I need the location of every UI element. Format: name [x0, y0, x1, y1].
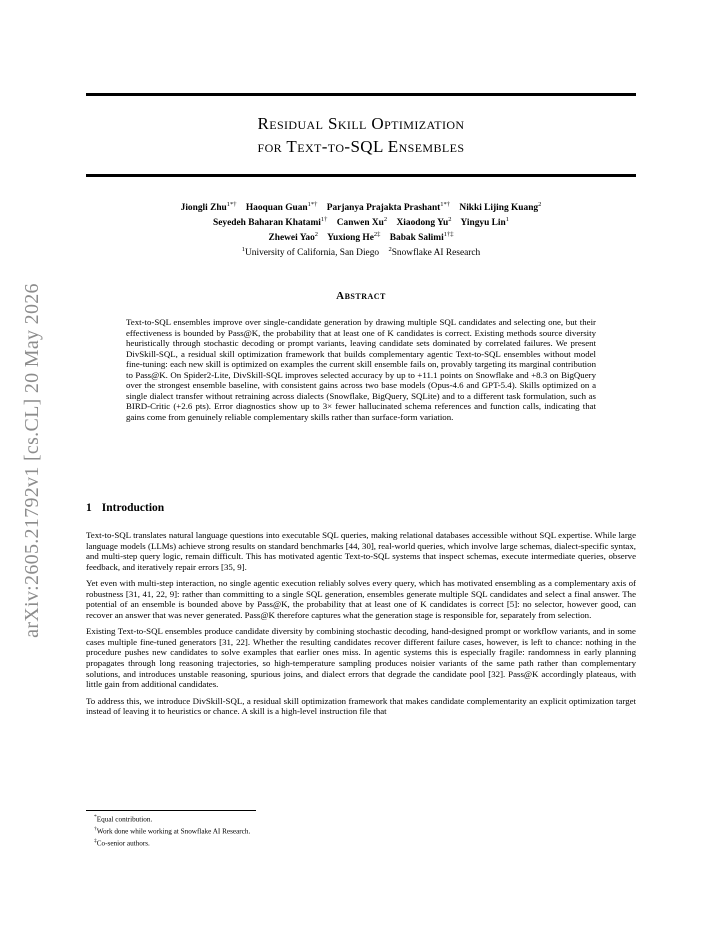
author-line-1 — [86, 199, 636, 214]
affiliation-ucsd: University of California, San Diego — [245, 248, 380, 259]
footnote-rule — [86, 810, 256, 811]
author-name: Canwen Xu — [336, 218, 384, 229]
author-line-2 — [86, 214, 636, 229]
author-name: Babak Salimi — [389, 233, 444, 244]
paper-title — [86, 112, 636, 158]
arxiv-identifier-sidebar — [14, 250, 50, 670]
author-marks: 2 — [383, 216, 388, 224]
title-line-2: for Text-to-SQL Ensembles — [257, 137, 465, 156]
author-marks: 2‡ — [373, 231, 381, 239]
introduction-body — [86, 530, 636, 723]
paragraph: Yet even with multi-step interaction, no single agentic execution reliably solves every query, which has motivated ensembling as a complementary axis of robustness [31, 41, 22, 9]: rather than committing to a single SQL generation, ensembles generate multiple SQL candidates and select a final answer. The potential of an ensemble is bounded above by Pass@K, the probability that at least one of K candidates is correct [5]: no selector, however good, can recover an answer that was never generated. Pass@K therefore captures what the generation stage is responsible for, separately from selection. — [86, 578, 636, 620]
paragraph: To address this, we introduce DivSkill-SQL, a residual skill optimization framework that makes candidate complementarity an explicit optimization target instead of leaving it to heuristics or chance. A skill is a high-level instruction file that — [86, 695, 636, 717]
affiliation-snowflake: Snowflake AI Research — [391, 248, 481, 259]
footnote — [94, 813, 250, 825]
affiliation-mark: 1 — [241, 246, 245, 254]
footnote-text: Co-senior authors. — [96, 839, 150, 848]
affiliations — [86, 244, 636, 259]
footnote — [94, 837, 250, 849]
author-marks: 1*† — [440, 201, 451, 208]
footnote-text: Equal contribution. — [96, 815, 153, 824]
footnote-mark: ‡ — [94, 837, 97, 844]
footnote-text: Work done while working at Snowflake AI Research. — [96, 827, 251, 836]
author-marks: 1† — [320, 216, 328, 224]
affiliation-mark: 2 — [388, 246, 392, 254]
section-number: 1 — [86, 502, 92, 514]
author-name: Yuxiong He — [327, 233, 374, 244]
author-marks: 2 — [538, 201, 542, 208]
footnotes — [94, 813, 250, 849]
title-line-1: Residual Skill Optimization — [257, 114, 465, 133]
section-title: Introduction — [101, 502, 165, 514]
paragraph: Existing Text-to-SQL ensembles produce candidate diversity by combining stochastic decoding, hand-designed prompt or workflow variants, and in some cases multiple fine-tuned generators [31, 22]. Whether the resulting candidates recover different failure cases, however, is left to chance: nothing in the procedure pushes new candidates to solve examples that earlier ones miss. In agentic systems this is especially fragile: randomness in early planning propagates through long reasoning trajectories, so high-temperature sampling produces noisier variants of the same path rather than complementary solutions, and introduces unstable reasoning, spurious joins, and dialect errors that degrade the candidate pool [32]. Pass@K accordingly plateaus, with little gain from additional candidates. — [86, 626, 636, 690]
author-marks: 2 — [448, 216, 452, 224]
author-name: Seyedeh Baharan Khatami — [213, 218, 321, 229]
author-name: Xiaodong Yu — [396, 218, 449, 229]
author-marks: 1*† — [307, 201, 318, 208]
author-name: Zhewei Yao — [268, 233, 315, 244]
author-marks: 1 — [505, 216, 509, 224]
title-rule-bottom — [86, 174, 636, 177]
author-block — [86, 199, 636, 260]
author-marks: 1†‡ — [443, 231, 454, 239]
footnote-mark: † — [94, 825, 97, 832]
author-marks: 1*† — [226, 201, 237, 208]
footnote — [94, 825, 250, 837]
section-heading-introduction — [86, 502, 164, 514]
author-marks: 2 — [314, 231, 319, 239]
title-rule-top — [86, 93, 636, 96]
abstract-text: Text-to-SQL ensembles improve over single-candidate generation by drawing multiple SQL candidates and selecting one, but their effectiveness is bounded by Pass@K, the probability that at least one of K candidates is correct. Existing methods source diversity heuristically through stochastic decoding or prompt variants, leaving candidate sets dominated by correlated failures. We present DivSkill-SQL, a residual skill optimization framework that builds complementary agentic Text-to-SQL ensembles without model fine-tuning: each new skill is optimized on examples the current skill ensemble fails on, provably targeting its marginal contribution to Pass@K. On Spider2-Lite, DivSkill-SQL improves selected accuracy by up to +11.1 points on Snowflake and +8.3 on BigQuery over the strongest ensemble baseline, with consistent gains across two base models (Opus-4.6 and GPT-5.4). Skills optimized on a single dialect transfer without retraining across dialects (Snowflake, BigQuery, SQLite) and to a different task formulation, such as BIRD-Critic (+2.6 pts). Error diagnostics show up to 3× fewer hallucinated schema references and function calls, indicating that gains come from genuinely reliable complementary skills rather than surface-form variation. — [126, 317, 596, 422]
arxiv-id: arXiv:2605.21792v1 [cs.CL] 20 May 2026 — [20, 282, 43, 638]
author-name: Nikki Lijing Kuang — [459, 203, 539, 214]
author-name: Yingyu Lin — [460, 218, 506, 229]
author-name: Parjanya Prajakta Prashant — [326, 203, 441, 214]
author-name: Haoquan Guan — [245, 203, 308, 214]
author-name: Jiongli Zhu — [180, 203, 227, 214]
abstract-heading: Abstract — [336, 290, 386, 302]
paragraph: Text-to-SQL translates natural language questions into executable SQL queries, making relational databases accessible without SQL expertise. While large language models (LLMs) achieve strong results on standard benchmarks [44, 30], real-world queries, which involve large schemas, dialect-specific syntax, and multi-step query logic, remain difficult. This has motivated agentic Text-to-SQL systems that inspect schemas, execute intermediate queries, observe feedback, and iteratively repair errors [35, 9]. — [86, 530, 636, 572]
footnote-mark: * — [94, 814, 97, 820]
author-line-3 — [86, 229, 636, 244]
